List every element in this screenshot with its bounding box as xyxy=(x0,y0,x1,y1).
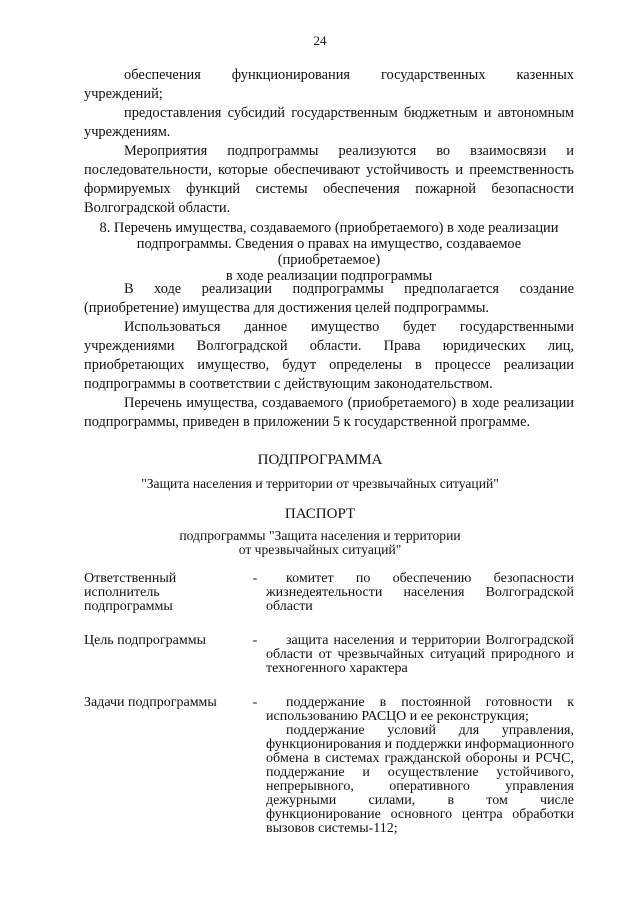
paragraph-funding: обеспечения функционирования государственных казенных учреждений; xyxy=(84,67,574,102)
row-value xyxy=(266,634,574,676)
row-value xyxy=(266,696,574,836)
value-paragraph: поддержание условий для управления, функционирования и поддержки информационного обмена в системах гражданской обороны и РСЧС, поддержание и осуществление устойчивого, непрерывного, оперативного управления дежурными силами, в том числе функционирование основного центра обработки вызовов системы-112; xyxy=(266,723,574,836)
paragraph-subsidies: предоставления субсидий государственным бюджетным и автономным учреждениям. xyxy=(84,105,574,140)
value-paragraph: защита населения и территории Волгоградской области от чрезвычайных ситуаций природного и техногенного характера xyxy=(266,633,574,676)
heading-line-1: 8. Перечень имущества, создаваемого (приобретаемого) в ходе реализации xyxy=(99,220,559,236)
row-label: Задачи подпрограммы xyxy=(84,695,217,710)
passport-table xyxy=(84,572,574,856)
heading-line-3: в ходе реализации подпрограммы xyxy=(225,268,433,284)
property-section xyxy=(84,280,574,432)
row-dash: - xyxy=(252,633,258,648)
passport-subtitle-line-2: от чрезвычайных ситуаций" xyxy=(238,542,402,557)
intro-section xyxy=(84,66,574,218)
row-dash: - xyxy=(252,571,258,586)
section-heading-8 xyxy=(84,220,574,284)
row-label: Ответственный исполнитель подпрограммы xyxy=(84,571,177,614)
paragraph-creation: В ходе реализации подпрограммы предполагается создание (приобретение) имущества для достижения целей подпрограммы. xyxy=(84,281,574,316)
passport-row-tasks xyxy=(84,696,574,836)
subprogram-title: ПОДПРОГРАММА xyxy=(257,452,383,468)
paragraph-usage: Использоваться данное имущество будет государственными учреждениями Волгоградской области. Права юридических лиц, приобретающих имущество, будут определены в процессе реализации подпрограммы в соответствии с действующим законодательством. xyxy=(84,319,574,392)
passport-row-executor xyxy=(84,572,574,614)
row-value xyxy=(266,572,574,614)
paragraph-list: Перечень имущества, создаваемого (приобретаемого) в ходе реализации подпрограммы, приведен в приложении 5 к государственной программе. xyxy=(84,395,574,430)
passport-subtitle-line-1: подпрограммы "Защита населения и территории xyxy=(179,528,461,543)
page-number: 24 xyxy=(313,33,327,48)
row-dash: - xyxy=(252,695,258,710)
row-label: Цель подпрограммы xyxy=(84,633,206,648)
passport-row-goal xyxy=(84,634,574,676)
passport-title: ПАСПОРТ xyxy=(284,506,356,522)
paragraph-activities: Мероприятия подпрограммы реализуются во взаимосвязи и последовательности, которые обеспечивают устойчивость и преемственность формируемых функций системы обеспечения пожарной безопасности Волгоградской области. xyxy=(84,143,574,216)
passport-subtitle xyxy=(0,529,640,557)
heading-line-2: подпрограммы. Сведения о правах на имущество, создаваемое (приобретаемое) xyxy=(136,236,522,268)
value-paragraph: поддержание в постоянной готовности к использованию РАСЦО и ее реконструкция; xyxy=(266,695,574,724)
value-paragraph: комитет по обеспечению безопасности жизнедеятельности населения Волгоградской области xyxy=(266,571,574,614)
subprogram-name: "Защита населения и территории от чрезвычайных ситуаций" xyxy=(141,476,499,491)
